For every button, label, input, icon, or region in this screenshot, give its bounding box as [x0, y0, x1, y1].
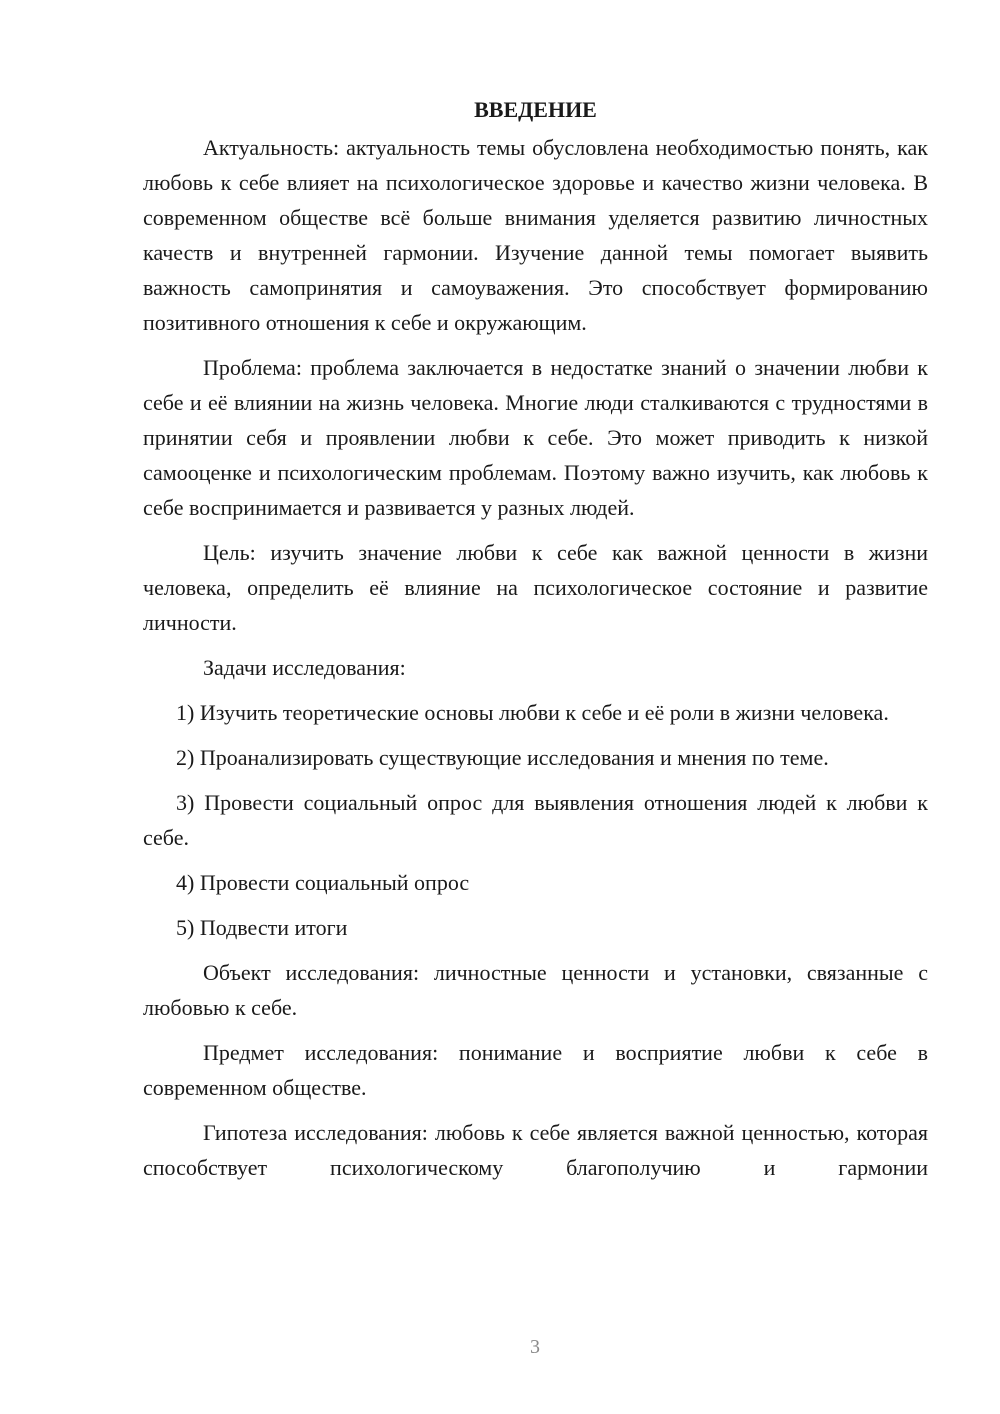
list-item: 3) Провести социальный опрос для выявления отношения людей к любви к себе. [143, 790, 928, 850]
page-number: 3 [530, 1336, 540, 1358]
list-item: 4) Провести социальный опрос [176, 870, 470, 895]
section-title: ВВЕДЕНИЕ [474, 97, 597, 122]
tasks-heading: Задачи исследования: [203, 655, 406, 680]
paragraph-goal: Цель: изучить значение любви к себе как важной ценности в жизни человека, определить её влияние на психологическое состояние и развитие личности. [143, 540, 928, 635]
paragraph-relevance: Актуальность: актуальность темы обусловлена необходимостью понять, как любовь к себе влияет на психологическое здоровье и качество жизни человека. В современном обществе всё больше внимания уделяется развитию личностных качеств и внутренней гармонии. Изучение данной темы помогает выявить важность самопринятия и самоуважения. Это способствует формированию позитивного отношения к себе и окружающим. [143, 135, 928, 335]
paragraph-object: Объект исследования: личностные ценности и установки, связанные с любовью к себе. [143, 960, 928, 1020]
paragraph-problem: Проблема: проблема заключается в недостатке знаний о значении любви к себе и её влиянии на жизнь человека. Многие люди сталкиваются с трудностями в принятии себя и проявлении любви к себе. Это может приводить к низкой самооценке и психологическим проблемам. Поэтому важно изучить, как любовь к себе воспринимается и развивается у разных людей. [143, 355, 928, 520]
list-item: 1) Изучить теоретические основы любви к себе и её роли в жизни человека. [176, 700, 889, 725]
paragraph-hypothesis: Гипотеза исследования: любовь к себе является важной ценностью, которая способствует психологическому благополучию и гармонии [143, 1120, 928, 1180]
list-item: 2) Проанализировать существующие исследования и мнения по теме. [176, 745, 829, 770]
page-body [143, 96, 928, 1185]
list-item: 5) Подвести итоги [176, 915, 348, 940]
paragraph-subject: Предмет исследования: понимание и восприятие любви к себе в современном обществе. [143, 1040, 928, 1100]
